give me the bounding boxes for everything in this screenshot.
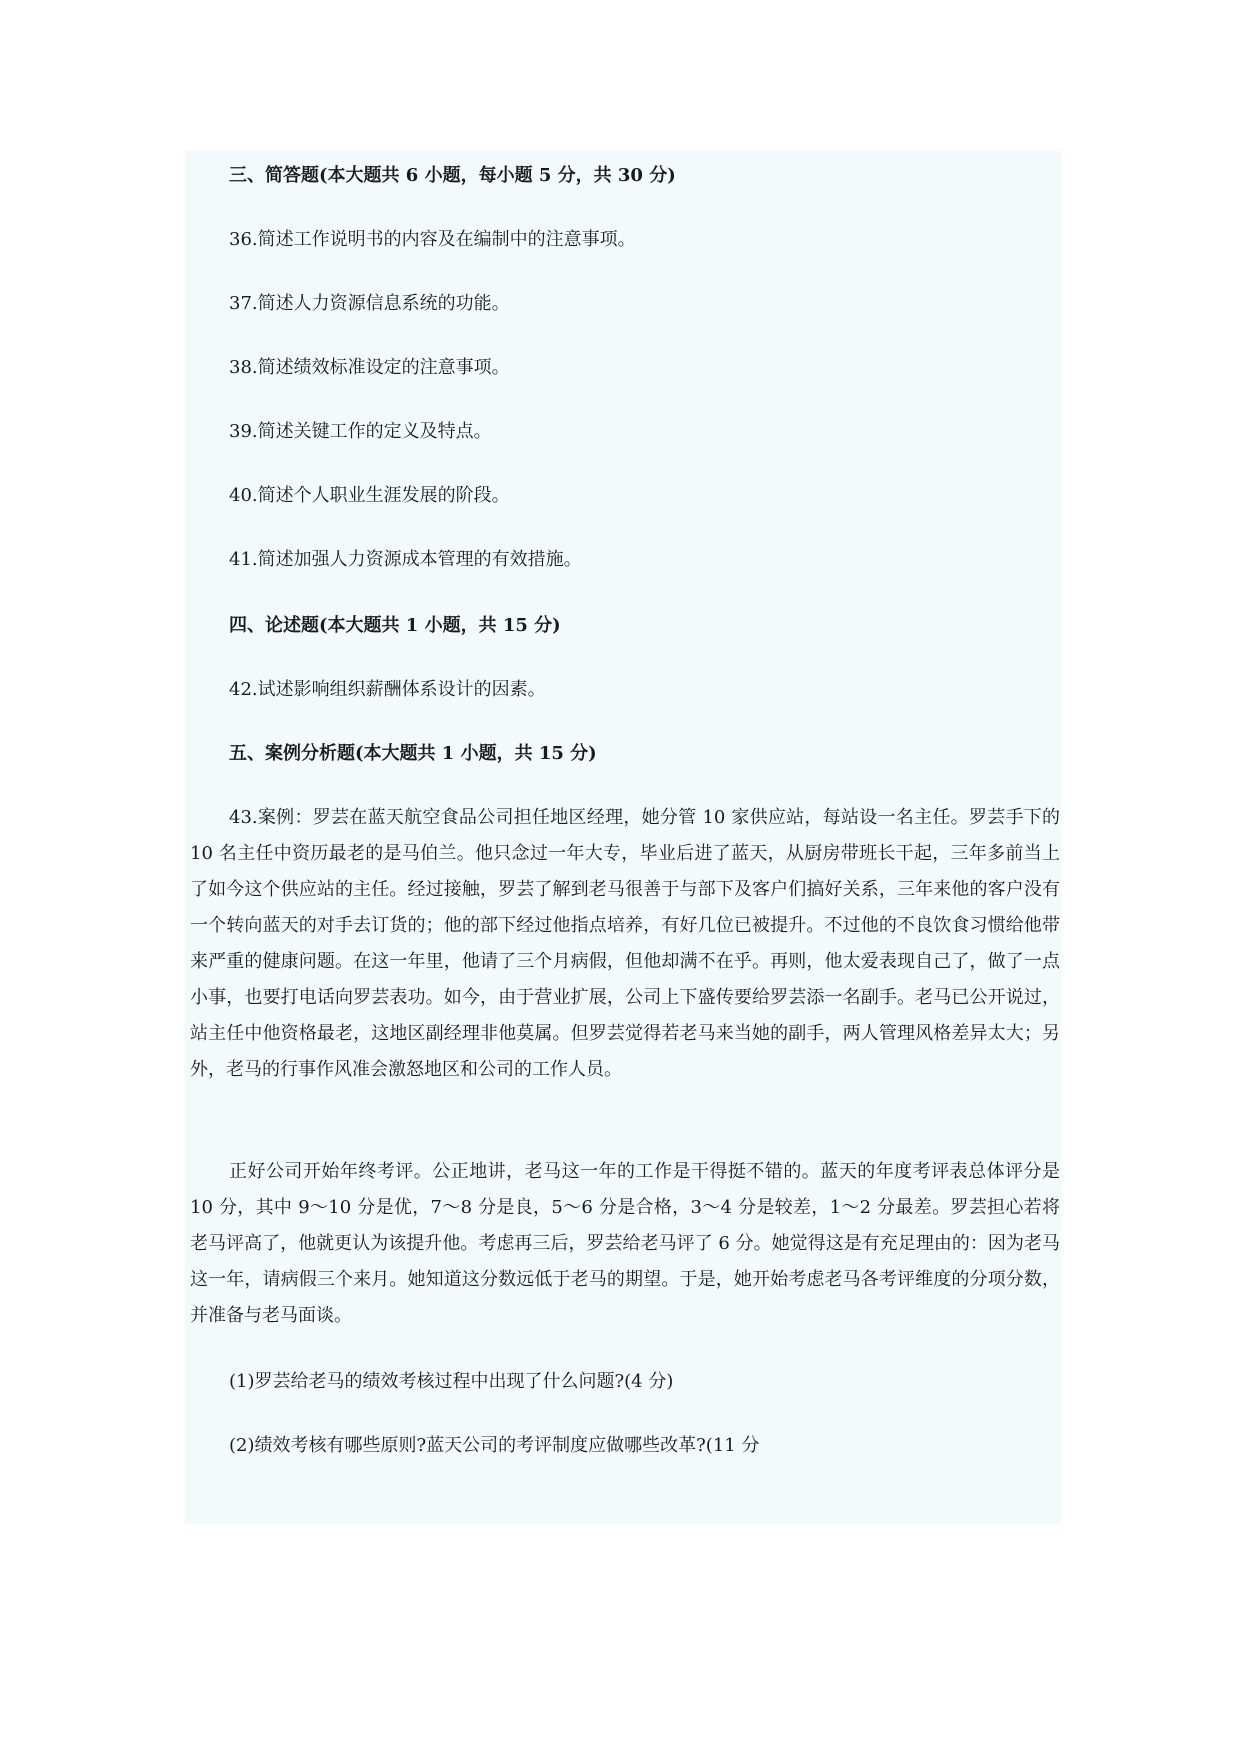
case-paragraph-2: 正好公司开始年终考评。公正地讲，老马这一年的工作是干得挺不错的。蓝天的年度考评表总体评分是 10 分，其中 9～10 分是优，7～8 分是良，5～6 分是合格，3～4 分是较差，1～2 分最差。罗芸担心若将老马评高了，他就更认为该提升他。考虑再三后，罗芸给老马评了 6 分。她觉得这是有充足理由的：因为老马这一年，请病假三个来月。她知道这分数远低于老马的期望。于是，她开始考虑老马各考评维度的分项分数，并准备与老马面谈。	[190, 1161, 1060, 1326]
sub-question-2: (2)绩效考核有哪些原则?蓝天公司的考评制度应做哪些改革?(11 分	[229, 1435, 760, 1456]
section3-heading: 三、简答题(本大题共 6 小题，每小题 5 分，共 30 分)	[229, 165, 676, 186]
question-40: 40.简述个人职业生涯发展的阶段。	[229, 485, 510, 506]
question-36: 36.简述工作说明书的内容及在编制中的注意事项。	[229, 229, 636, 250]
question-41: 41.简述加强人力资源成本管理的有效措施。	[229, 549, 582, 570]
section5-heading: 五、案例分析题(本大题共 1 小题，共 15 分)	[229, 743, 597, 764]
question-39: 39.简述关键工作的定义及特点。	[229, 421, 492, 442]
section4-heading: 四、论述题(本大题共 1 小题，共 15 分)	[229, 615, 561, 636]
question-37: 37.简述人力资源信息系统的功能。	[229, 293, 510, 314]
question-38: 38.简述绩效标准设定的注意事项。	[229, 357, 510, 378]
sub-question-1: (1)罗芸给老马的绩效考核过程中出现了什么问题?(4 分)	[229, 1371, 674, 1392]
question-42: 42.试述影响组织薪酬体系设计的因素。	[229, 679, 546, 700]
case-paragraph-1: 43.案例：罗芸在蓝天航空食品公司担任地区经理，她分管 10 家供应站，每站设一名主任。罗芸手下的 10 名主任中资历最老的是马伯兰。他只念过一年大专，毕业后进了蓝天，从厨房带班长干起，三年多前当上了如今这个供应站的主任。经过接触，罗芸了解到老马很善于与部下及客户们搞好关系，三年来他的客户没有一个转向蓝天的对手去订货的；他的部下经过他指点培养，有好几位已被提升。不过他的不良饮食习惯给他带来严重的健康问题。在这一年里，他请了三个月病假，但他却满不在乎。再则，他太爱表现自己了，做了一点小事，也要打电话向罗芸表功。如今，由于营业扩展，公司上下盛传要给罗芸添一名副手。老马已公开说过，站主任中他资格最老，这地区副经理非他莫属。但罗芸觉得若老马来当她的副手，两人管理风格差异太大；另外，老马的行事作风准会激怒地区和公司的工作人员。	[190, 807, 1060, 1080]
